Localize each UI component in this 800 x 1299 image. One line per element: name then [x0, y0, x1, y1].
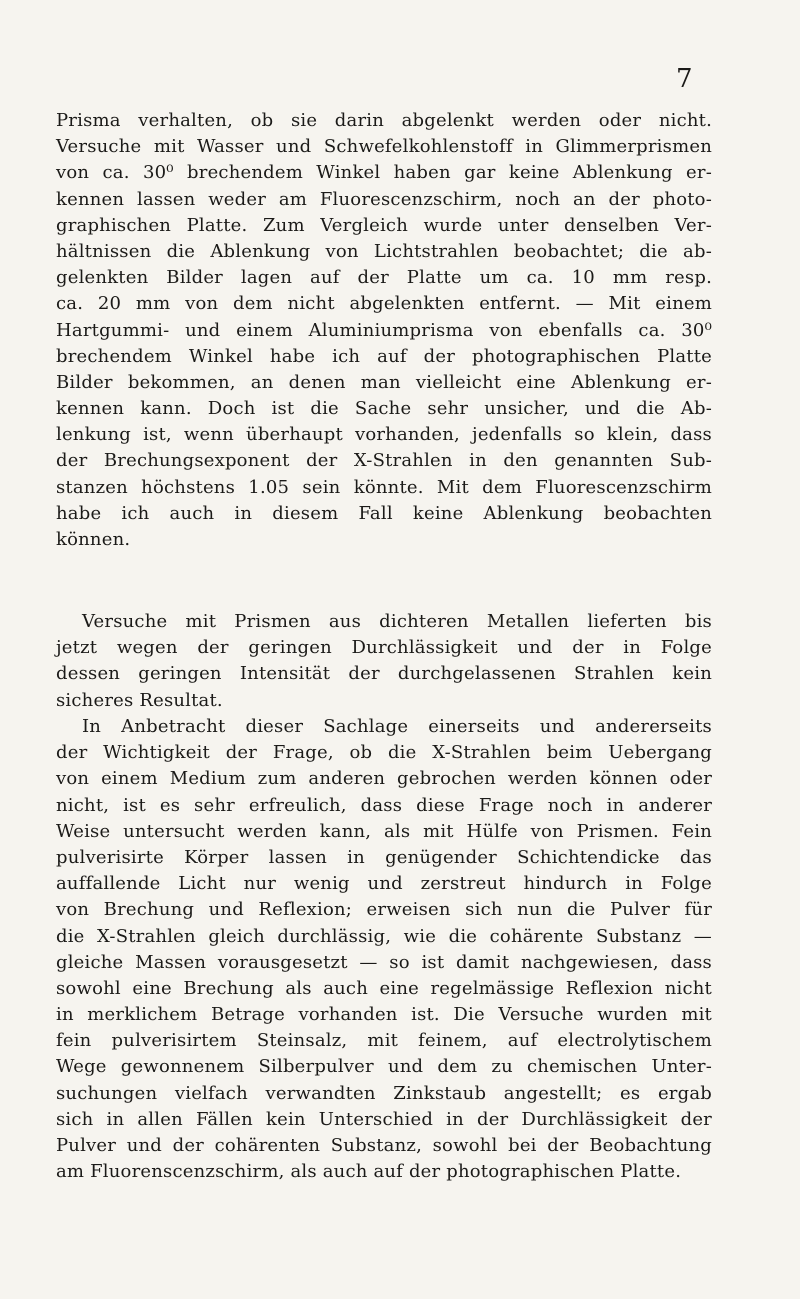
- text-line: kennen kann. Doch ist die Sache sehr unsicher, und die Ab-: [56, 398, 712, 420]
- text-line: von einem Medium zum anderen gebrochen werden können oder: [56, 768, 712, 790]
- text-line: Weise untersucht werden kann, als mit Hülfe von Prismen. Fein: [56, 820, 712, 842]
- text-line: Wege gewonnenem Silberpulver und dem zu chemischen Unter-: [56, 1056, 712, 1078]
- text-line: stanzen höchstens 1.05 sein könnte. Mit dem Fluorescenzschirm: [56, 476, 712, 498]
- text-line: der Brechungsexponent der X-Strahlen in den genannten Sub-: [56, 450, 712, 472]
- text-line: von ca. 30⁰ brechendem Winkel haben gar keine Ablenkung er-: [56, 162, 712, 184]
- text-line: sich in allen Fällen kein Unterschied in der Durchlässigkeit der: [56, 1108, 712, 1130]
- text-line: Pulver und der cohärenten Substanz, sowohl bei der Beobachtung: [56, 1135, 712, 1156]
- text-line: nicht, ist es sehr erfreulich, dass diese Frage noch in anderer: [56, 794, 712, 816]
- text-line: die X-Strahlen gleich durchlässig, wie die cohärente Substanz —: [56, 925, 712, 947]
- text-line: kennen lassen weder am Fluorescenzschirm, noch an der photo-: [56, 188, 712, 210]
- text-line: Versuche mit Prismen aus dichteren Metallen lieferten bis: [82, 611, 712, 632]
- text-line: auffallende Licht nur wenig und zerstreut hindurch in Folge: [56, 873, 712, 895]
- page-number: 7: [676, 64, 693, 94]
- text-line: Prisma verhalten, ob sie darin abgelenkt werden oder nicht.: [56, 110, 712, 131]
- text-line: ca. 20 mm von dem nicht abgelenkten entfernt. — Mit einem: [56, 293, 712, 315]
- text-line: fein pulverisirtem Steinsalz, mit feinem, auf electrolytischem: [56, 1030, 712, 1052]
- text-line: der Wichtigkeit der Frage, ob die X-Strahlen beim Uebergang: [56, 742, 712, 764]
- text-line: sowohl eine Brechung als auch eine regelmässige Reflexion nicht: [56, 977, 712, 999]
- text-line: gelenkten Bilder lagen auf der Platte um ca. 10 mm resp.: [56, 267, 712, 289]
- text-line: In Anbetracht dieser Sachlage einerseits und andererseits: [82, 716, 712, 737]
- paragraph-2: [56, 609, 712, 714]
- text-line: Versuche mit Wasser und Schwefelkohlenstoff in Glimmerprismen: [56, 136, 712, 158]
- text-line: dessen geringen Intensität der durchgelassenen Strahlen kein: [56, 663, 712, 685]
- text-line: können.: [56, 529, 131, 550]
- text-line: hältnissen die Ablenkung von Lichtstrahlen beobachtet; die ab-: [56, 240, 712, 262]
- text-line: brechendem Winkel habe ich auf der photographischen Platte: [56, 345, 712, 367]
- text-line: suchungen vielfach verwandten Zinkstaub angestellt; es ergab: [56, 1082, 712, 1104]
- text-line: pulverisirte Körper lassen in genügender Schichtendicke das: [56, 846, 712, 868]
- text-line: sicheres Resultat.: [56, 689, 223, 711]
- paragraph-3: [56, 714, 712, 1185]
- text-line: graphischen Platte. Zum Vergleich wurde unter denselben Ver-: [56, 214, 712, 236]
- text-line: jetzt wegen der geringen Durchlässigkeit und der in Folge: [56, 637, 712, 659]
- paragraph-1: [56, 108, 712, 553]
- text-line: von Brechung und Reflexion; erweisen sich nun die Pulver für: [56, 899, 712, 921]
- text-line: lenkung ist, wenn überhaupt vorhanden, jedenfalls so klein, dass: [56, 424, 712, 446]
- text-line: habe ich auch in diesem Fall keine Ablenkung beobachten: [56, 502, 712, 524]
- text-line: Bilder bekommen, an denen man vielleicht eine Ablenkung er-: [56, 371, 712, 393]
- text-line: in merklichem Betrage vorhanden ist. Die Versuche wurden mit: [56, 1004, 712, 1026]
- text-line: Hartgummi- und einem Aluminiumprisma von ebenfalls ca. 30⁰: [56, 319, 712, 341]
- text-line: gleiche Massen vorausgesetzt — so ist damit nachgewiesen, dass: [56, 951, 712, 973]
- text-line: am Fluorenscenzschirm, als auch auf der photographischen Platte.: [56, 1161, 682, 1183]
